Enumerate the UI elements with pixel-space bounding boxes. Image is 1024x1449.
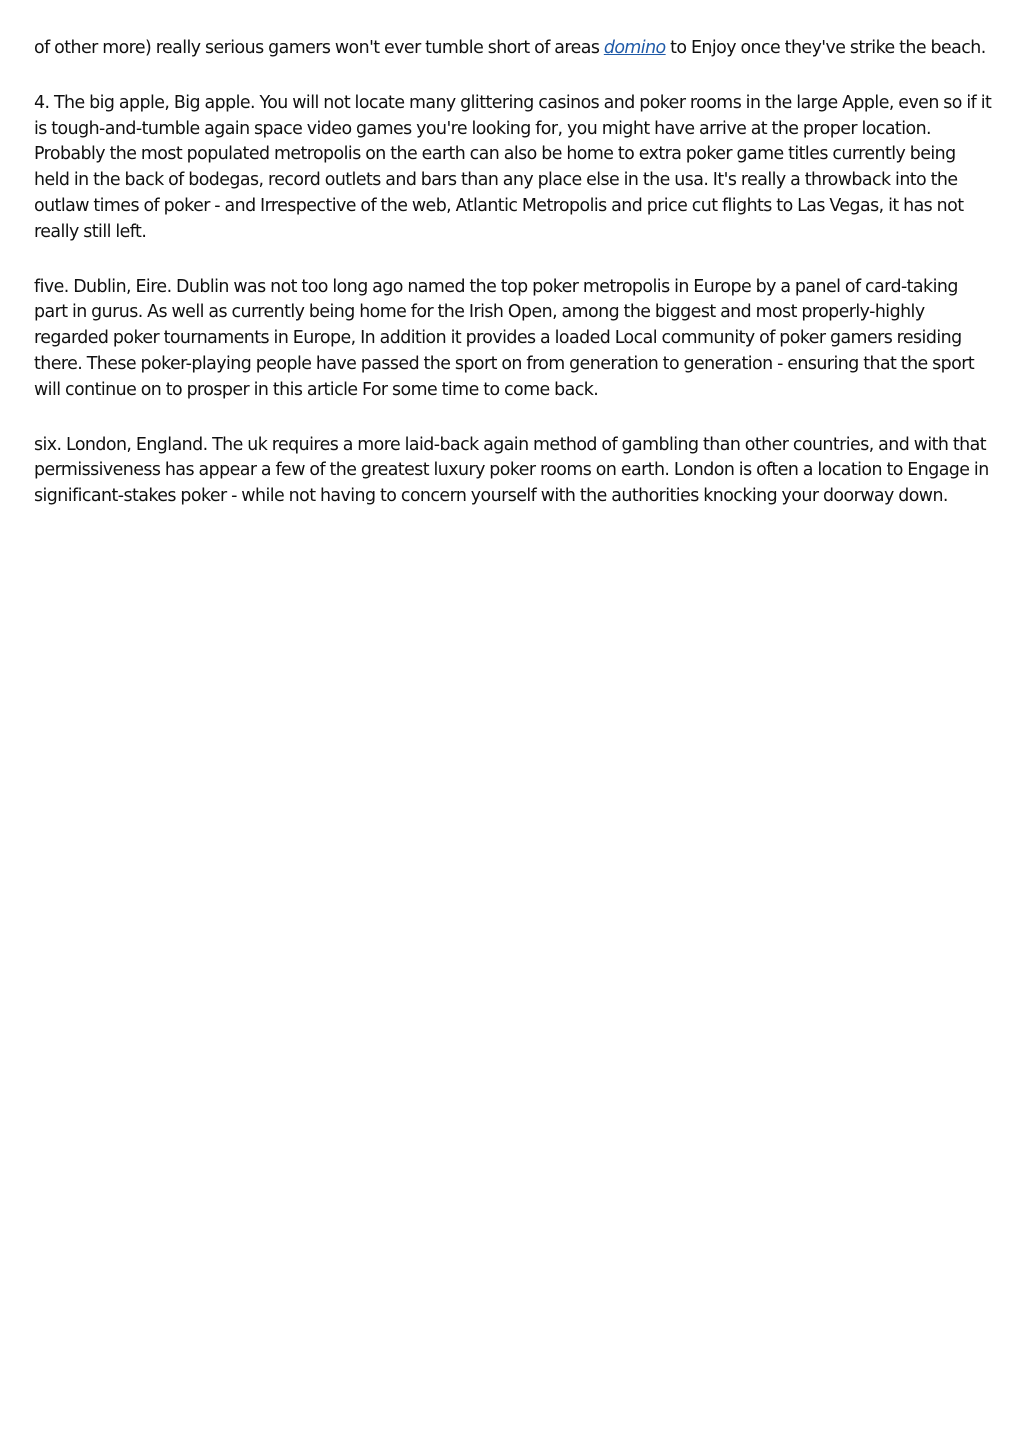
paragraph-intro xyxy=(34,36,992,62)
paragraph-new-york: 4. The big apple, Big apple. You will not locate many glittering casinos and poker rooms in the large Apple, even so if it is tough-and-tumble again space video games you're looking for, you might have arrive at the proper location. Probably the most populated metropolis on the earth can also be home to extra poker game titles currently being held in the back of bodegas, record outlets and bars than any place else in the usa. It's really a throwback into the outlaw times of poker - and Irrespective of the web, Atlantic Metropolis and price cut flights to Las Vegas, it has not really still left. xyxy=(34,92,992,242)
domino-link[interactable]: domino xyxy=(603,38,666,58)
paragraph-intro-after: to Enjoy once they've strike the beach. xyxy=(665,38,986,58)
paragraph-dublin: five. Dublin, Eire. Dublin was not too long ago named the top poker metropolis in Europe by a panel of card-taking part in gurus. As well as currently being home for the Irish Open, among the biggest and most properly-highly regarded poker tournaments in Europe, In addition it provides a loaded Local community of poker gamers residing there. These poker-playing people have passed the sport on from generation to generation - ensuring that the sport will continue on to prosper in this article For some time to come back. xyxy=(34,276,975,400)
paragraph-intro-before: of other more) really serious gamers won't ever tumble short of areas xyxy=(34,38,604,58)
document-page xyxy=(34,36,992,539)
paragraph-london: six. London, England. The uk requires a more laid-back again method of gambling than other countries, and with that permissiveness has appear a few of the greatest luxury poker rooms on earth. London is often a location to Engage in significant-stakes poker - while not having to concern yourself with the authorities knocking your doorway down. xyxy=(34,434,989,507)
